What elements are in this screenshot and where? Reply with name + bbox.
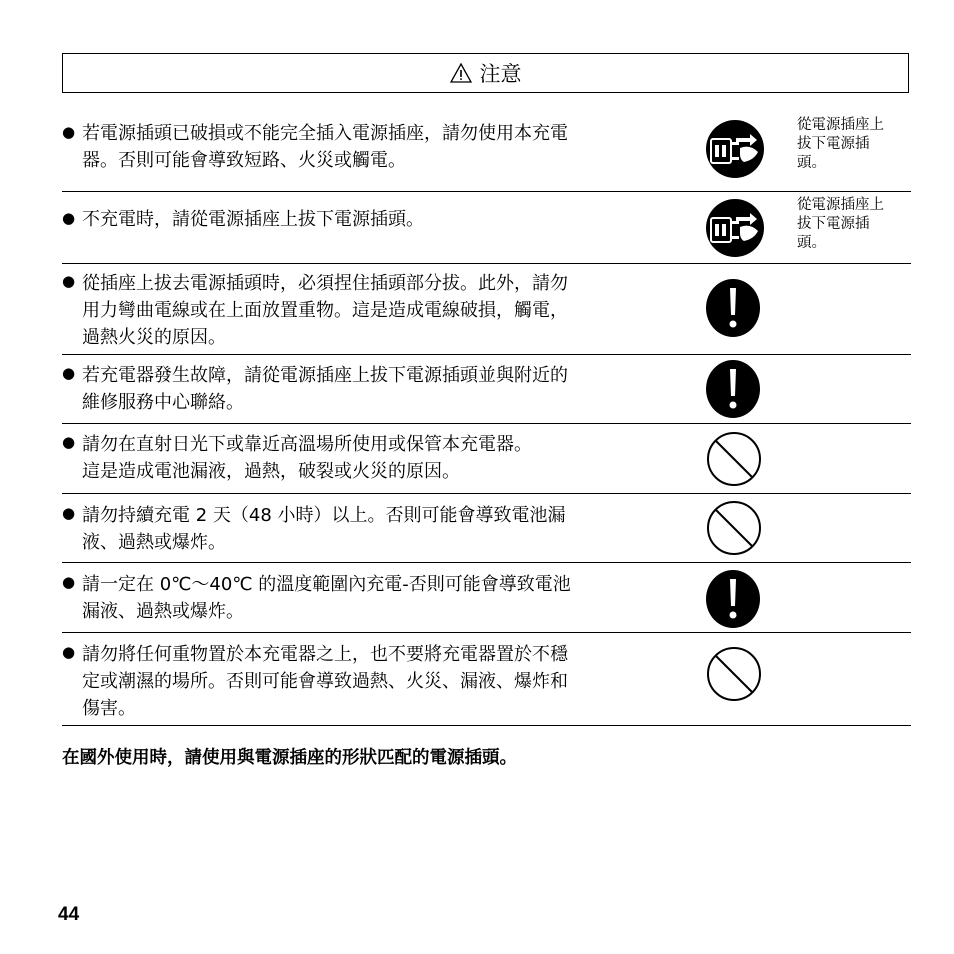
caution-item-4 [62, 355, 911, 424]
unplug-note: 從電源插座上 拔下電源插 頭。 [797, 197, 884, 251]
caution-text: 若電源插頭已破損或不能完全插入電源插座，請勿使用本充電 器。否則可能會導致短路、火災或觸電。 [82, 123, 568, 171]
bullet: ● [62, 209, 76, 227]
caution-item-3 [62, 264, 911, 355]
mandatory-icon [706, 279, 760, 337]
caution-title: 注意 [479, 62, 522, 86]
caution-text: 不充電時，請從電源插座上拔下電源插頭。 [82, 209, 424, 230]
bullet: ● [62, 364, 76, 382]
unplug-note: 從電源插座上 拔下電源插 頭。 [797, 117, 884, 171]
warning-triangle-icon [450, 63, 472, 83]
caution-item-8 [62, 633, 911, 726]
caution-header [62, 53, 909, 93]
mandatory-icon [706, 360, 760, 418]
bullet: ● [62, 272, 76, 290]
caution-text: 若充電器發生故障，請從電源插座上拔下電源插頭並與附近的 維修服務中心聯絡。 [82, 365, 568, 413]
overseas-plug-note: 在國外使用時，請使用與電源插座的形狀匹配的電源插頭。 [62, 748, 517, 768]
prohibition-icon [706, 500, 762, 556]
prohibition-icon [706, 431, 762, 487]
caution-text: 請一定在 0℃～40℃ 的溫度範圍內充電-否則可能會導致電池 漏液、過熱或爆炸。 [82, 574, 571, 622]
caution-text: 請勿持續充電 2 天（48 小時）以上。否則可能會導致電池漏 液、過熱或爆炸。 [82, 505, 566, 553]
caution-item-1 [62, 108, 911, 192]
caution-text: 請勿將任何重物置於本充電器之上，也不要將充電器置於不穩 定或潮濕的場所。否則可能會導致過熱、火災、漏液、爆炸和 傷害。 [82, 644, 568, 719]
mandatory-icon [706, 570, 760, 628]
bullet: ● [62, 123, 76, 141]
caution-text: 從插座上拔去電源插頭時，必須捏住插頭部分拔。此外，請勿 用力彎曲電線或在上面放置重物。這是造成電線破損，觸電， 過熱火災的原因。 [82, 273, 568, 348]
bullet: ● [62, 573, 76, 591]
caution-item-6 [62, 494, 911, 563]
caution-text: 請勿在直射日光下或靠近高溫場所使用或保管本充電器。 這是造成電池漏液，過熱，破裂或火災的原因。 [82, 434, 532, 482]
caution-item-7 [62, 563, 911, 633]
bullet: ● [62, 433, 76, 451]
caution-item-5 [62, 424, 911, 494]
page-number: 44 [58, 904, 80, 925]
unplug-icon [706, 199, 764, 257]
prohibition-icon [706, 646, 762, 702]
bullet: ● [62, 504, 76, 522]
bullet: ● [62, 643, 76, 661]
caution-item-2 [62, 192, 911, 264]
unplug-icon [706, 120, 764, 178]
